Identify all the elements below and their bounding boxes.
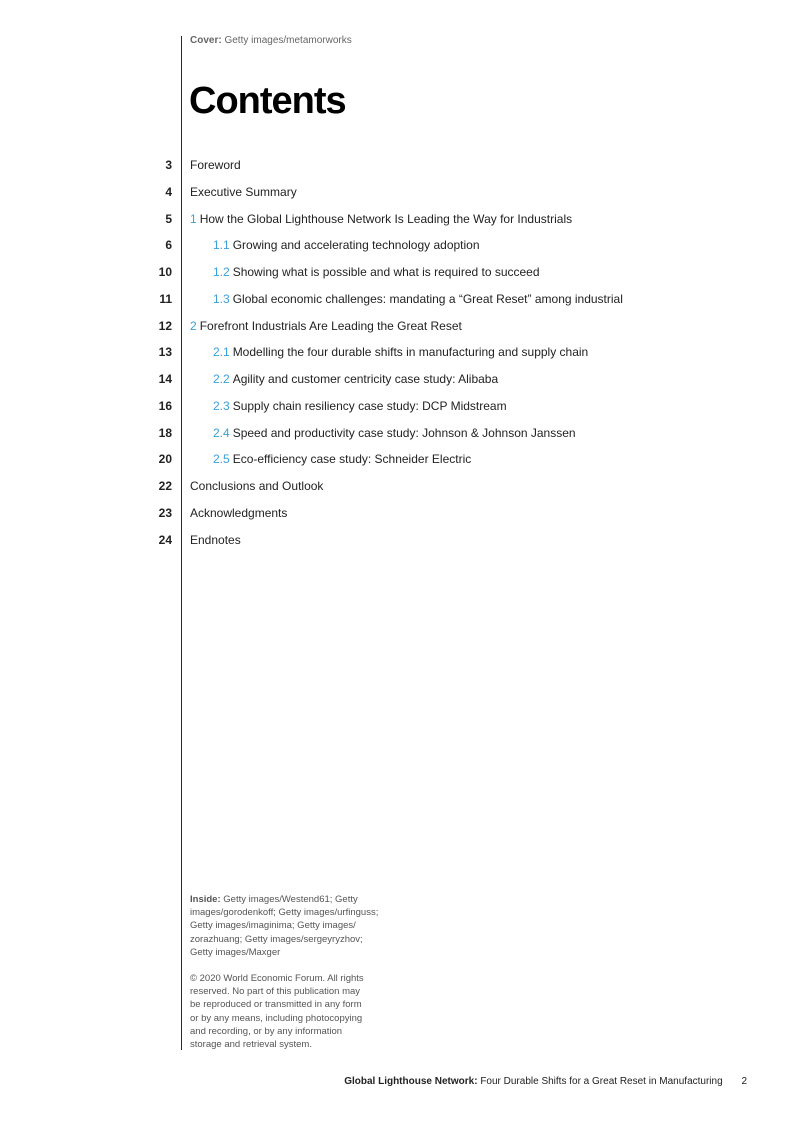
page-footer xyxy=(344,1076,747,1087)
toc-row[interactable] xyxy=(0,397,793,415)
toc-entry-title: Showing what is possible and what is required to succeed xyxy=(232,265,540,279)
toc-entry-title: Forefront Industrials Are Leading the Great Reset xyxy=(199,318,462,333)
toc-section-number: 1 xyxy=(190,211,197,226)
toc-row[interactable] xyxy=(0,531,793,549)
toc-section-entry[interactable] xyxy=(190,531,241,549)
toc-subsection-entry[interactable] xyxy=(213,450,471,468)
inside-credit-line: Getty images/Westend61; Getty xyxy=(223,894,358,905)
toc-row[interactable] xyxy=(0,263,793,281)
cover-credit-text: Getty images/metamorworks xyxy=(224,35,352,46)
toc-entry-title: Supply chain resiliency case study: DCP Midstream xyxy=(232,398,507,413)
toc-entry-title: Conclusions and Outlook xyxy=(190,479,324,493)
toc-section-number: 2.3 xyxy=(213,398,230,413)
toc-page-number: 13 xyxy=(158,345,172,360)
toc-page-number: 6 xyxy=(165,238,172,253)
footer-subtitle: Four Durable Shifts for a Great Reset in Manufacturing xyxy=(480,1076,723,1087)
toc-section-number: 2.2 xyxy=(213,372,230,386)
toc-entry-title: Acknowledgments xyxy=(190,505,288,520)
toc-entry-title: How the Global Lighthouse Network Is Leading the Way for Industrials xyxy=(199,211,573,226)
toc-section-number: 2.5 xyxy=(213,452,230,467)
toc-page-number: 3 xyxy=(165,158,172,172)
inside-credit-line: zorazhuang; Getty images/sergeyryzhov; xyxy=(190,933,363,945)
toc-section-entry[interactable] xyxy=(190,317,462,335)
copyright-notice xyxy=(190,972,390,1051)
toc-section-number: 1.3 xyxy=(213,291,230,306)
toc-row[interactable] xyxy=(0,477,793,495)
toc-row[interactable] xyxy=(0,450,793,468)
toc-entry-title: Growing and accelerating technology adoption xyxy=(232,238,480,253)
toc-subsection-entry[interactable] xyxy=(213,263,540,281)
toc-row[interactable] xyxy=(0,183,793,201)
inside-credit xyxy=(190,893,390,959)
toc-section-number: 1.1 xyxy=(213,238,230,253)
toc-section-entry[interactable] xyxy=(190,477,323,495)
toc-entry-title: Foreword xyxy=(190,158,241,172)
toc-row[interactable] xyxy=(0,370,793,388)
toc-page-number: 16 xyxy=(158,398,172,413)
toc-page-number: 12 xyxy=(158,318,172,333)
toc-entry-title: Eco-efficiency case study: Schneider Electric xyxy=(232,452,472,467)
toc-section-entry[interactable] xyxy=(190,504,287,522)
toc-entry-title: Modelling the four durable shifts in manufacturing and supply chain xyxy=(232,345,589,360)
inside-credit-line: Getty images/Maxger xyxy=(190,946,281,958)
toc-page-number: 5 xyxy=(165,211,172,226)
toc-page-number: 23 xyxy=(158,505,172,520)
toc-page-number: 4 xyxy=(165,184,172,199)
inside-credit-line: Getty images/imaginima; Getty images/ xyxy=(190,920,356,932)
toc-section-number: 2 xyxy=(190,318,197,333)
toc-row[interactable] xyxy=(0,343,793,361)
toc-page-number: 24 xyxy=(158,532,172,547)
toc-page-number: 18 xyxy=(158,425,172,440)
toc-section-entry[interactable] xyxy=(190,210,572,228)
copyright-line: storage and retrieval system. xyxy=(190,1039,312,1051)
toc-page-number: 11 xyxy=(159,291,172,306)
toc-row[interactable] xyxy=(0,236,793,254)
toc-subsection-entry[interactable] xyxy=(213,343,588,361)
toc-entry-title: Speed and productivity case study: Johnson & Johnson Janssen xyxy=(232,425,576,440)
toc-subsection-entry[interactable] xyxy=(213,290,623,308)
toc-row[interactable] xyxy=(0,210,793,228)
toc-subsection-entry[interactable] xyxy=(213,424,576,442)
toc-section-entry[interactable] xyxy=(190,183,297,201)
footer-page-number: 2 xyxy=(741,1076,747,1087)
toc-page-number: 10 xyxy=(158,265,172,279)
toc-entry-title: Agility and customer centricity case study: Alibaba xyxy=(232,372,499,386)
page-title: Contents xyxy=(189,80,346,122)
footer-doc-title: Global Lighthouse Network: xyxy=(344,1076,478,1087)
toc-row[interactable] xyxy=(0,290,793,308)
toc-page-number: 20 xyxy=(158,452,172,467)
cover-credit xyxy=(190,35,352,46)
copyright-line: be reproduced or transmitted in any form xyxy=(190,999,362,1011)
toc-entry-title: Global economic challenges: mandating a “Great Reset” among industrial xyxy=(232,291,623,306)
toc-entry-title: Endnotes xyxy=(190,532,241,547)
toc-page-number: 22 xyxy=(158,479,172,493)
cover-credit-label: Cover: xyxy=(190,35,222,46)
inside-credit-label: Inside: xyxy=(190,894,221,905)
inside-credit-line: images/gorodenkoff; Getty images/urfinguss; xyxy=(190,907,379,919)
toc-subsection-entry[interactable] xyxy=(213,397,507,415)
toc-section-number: 2.1 xyxy=(213,345,230,360)
toc-subsection-entry[interactable] xyxy=(213,236,480,254)
toc-section-number: 1.2 xyxy=(213,265,230,279)
toc-section-entry[interactable] xyxy=(190,156,241,174)
toc-subsection-entry[interactable] xyxy=(213,370,498,388)
toc-row[interactable] xyxy=(0,504,793,522)
copyright-line: © 2020 World Economic Forum. All rights xyxy=(190,973,364,984)
toc-row[interactable] xyxy=(0,317,793,335)
toc-page-number: 14 xyxy=(158,372,172,386)
toc-section-number: 2.4 xyxy=(213,425,230,440)
toc-row[interactable] xyxy=(0,424,793,442)
copyright-line: or by any means, including photocopying xyxy=(190,1012,363,1024)
copyright-line: and recording, or by any information xyxy=(190,1025,343,1037)
toc-row[interactable] xyxy=(0,156,793,174)
copyright-line: reserved. No part of this publication may xyxy=(190,986,361,998)
toc-entry-title: Executive Summary xyxy=(190,184,297,199)
